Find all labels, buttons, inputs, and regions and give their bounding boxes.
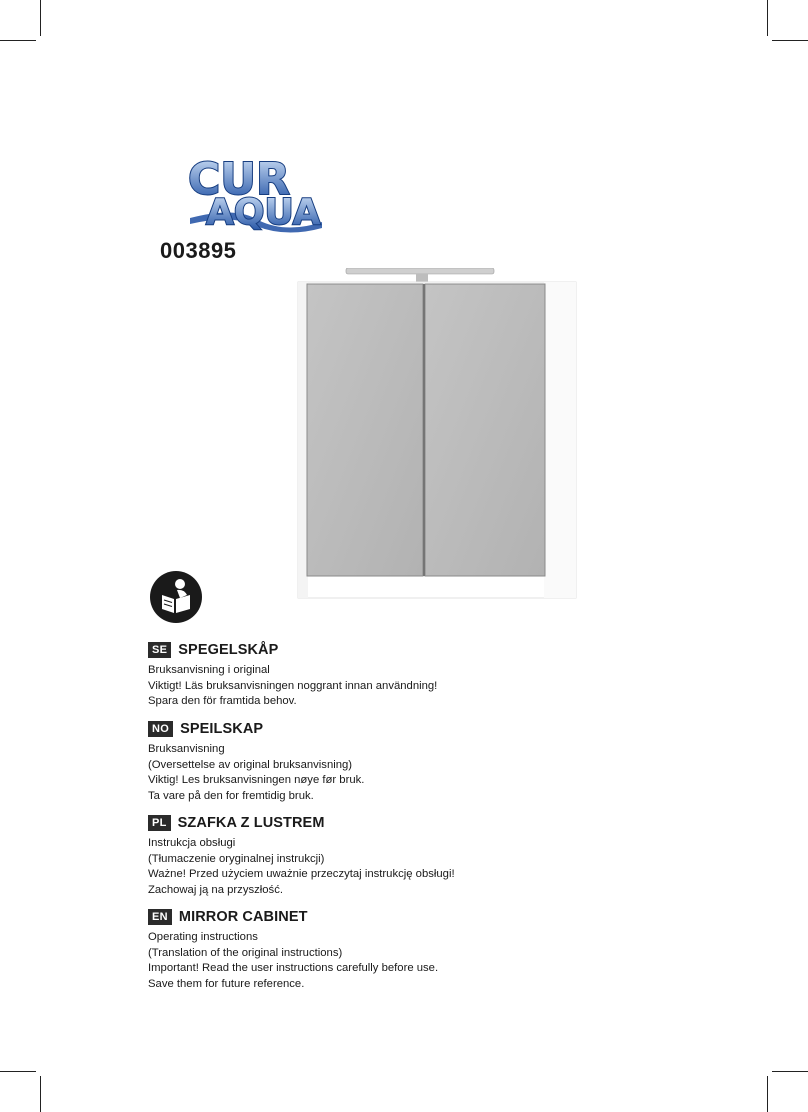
brand-line2: AQUA: [206, 192, 321, 233]
crop-mark: [767, 1076, 768, 1112]
section-line: Ważne! Przed użyciem uważnie przeczytaj instrukcję obsługi!: [148, 868, 455, 881]
section-line: Instrukcja obsługi: [148, 837, 236, 849]
section-line: (Tłumaczenie oryginalnej instrukcji): [148, 852, 325, 865]
section-line: Spara den för framtida behov.: [148, 695, 297, 708]
section-line: (Translation of the original instructions): [148, 946, 343, 959]
crop-mark: [0, 1071, 36, 1072]
brand-logo: [186, 146, 326, 238]
language-badge: EN: [148, 909, 172, 925]
language-badge: NO: [148, 721, 173, 737]
read-manual-icon: [150, 571, 202, 623]
mirror-cabinet-image: [296, 268, 578, 600]
crop-mark: [772, 40, 808, 41]
section-line: Zachowaj ją na przyszłość.: [148, 883, 283, 896]
section-line: Save them for future reference.: [148, 977, 305, 990]
section-line: Bruksanvisning i original: [148, 664, 270, 676]
section-line: (Oversettelse av original bruksanvisning): [148, 758, 353, 771]
section-title: MIRROR CABINET: [178, 909, 308, 925]
section-line: Viktigt! Läs bruksanvisningen noggrant innan användning!: [148, 679, 438, 692]
crop-mark: [40, 1076, 41, 1112]
section-line: Ta vare på den for fremtidig bruk.: [148, 789, 314, 802]
language-badge: SE: [148, 642, 171, 658]
language-badge: PL: [148, 815, 171, 831]
section-title: SZAFKA Z LUSTREM: [177, 815, 325, 831]
section-line: Operating instructions: [148, 931, 258, 943]
section-line: Viktig! Les bruksanvisningen nøye før bruk.: [148, 774, 365, 787]
section-se: [148, 640, 568, 710]
section-no: [148, 719, 568, 804]
section-line: Important! Read the user instructions carefully before use.: [148, 962, 439, 975]
section-pl: [148, 813, 568, 898]
section-title: SPEILSKAP: [180, 721, 264, 737]
brand-line1: CUR: [188, 154, 290, 205]
section-title: SPEGELSKÅP: [178, 642, 279, 658]
crop-mark: [40, 0, 41, 36]
crop-mark: [772, 1071, 808, 1072]
crop-mark: [0, 40, 36, 41]
section-line: Bruksanvisning: [148, 743, 225, 755]
crop-mark: [767, 0, 768, 36]
article-number: 003895: [160, 238, 237, 263]
section-en: [148, 907, 568, 992]
